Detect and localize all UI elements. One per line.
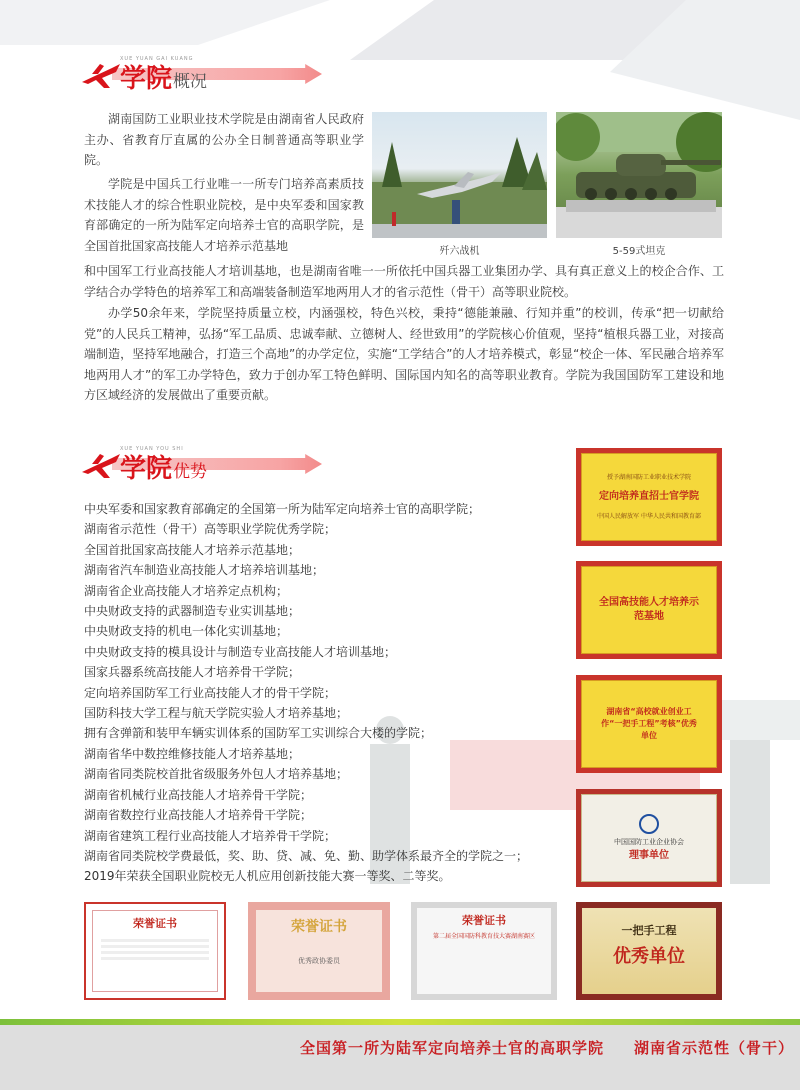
list-item: 中央财政支持的武器制造专业实训基地； <box>84 604 301 619</box>
award-certificate-3: 荣誉证书 第二届全国国防科教育技大赛湖南赛区 <box>411 902 557 1000</box>
advantages-list <box>84 499 544 887</box>
overview-title: 学院概况 <box>120 64 208 94</box>
list-item: 国家兵器系统高技能人才培养骨干学院； <box>84 665 301 680</box>
photo-caption-jet: 歼六战机 <box>439 246 480 257</box>
footer-bar <box>0 1025 800 1090</box>
header-pinyin: XUE YUAN GAI KUANG <box>120 56 194 62</box>
list-item: 拥有含弹箭和装甲车辆实训体系的国防军工实训综合大楼的学院； <box>84 726 433 741</box>
award-plaque-1: 授予湖南国防工业职业技术学院 定向培养直招士官学院 中国人民解放军 中华人民共和国教育部 <box>576 448 722 546</box>
fighter-jet-photo <box>372 112 547 238</box>
award-certificate-1: 荣誉证书 <box>84 902 226 1000</box>
list-item: 湖南省建筑工程行业高技能人才培养骨干学院； <box>84 828 337 843</box>
background-shard <box>0 0 330 45</box>
photo-caption-tank: 5-59式坦克 <box>612 246 666 257</box>
list-item: 全国首批国家高技能人才培养示范基地； <box>84 542 301 557</box>
footer-slogan <box>300 1037 794 1058</box>
list-item: 中央军委和国家教育部确定的全国第一所为陆军定向培养士官的高职学院； <box>84 502 481 516</box>
list-item: 2019年荣获全国职业院校无人机应用创新技能大赛一等奖、二等奖。 <box>84 869 451 884</box>
overview-paragraph-1: 湖南国防工业职业技术学院是由湖南省人民政府主办、省教育厅直属的公办全日制普通高等职业学院。 <box>84 112 364 167</box>
award-plaque-2: 全国高技能人才培养示范基地 <box>576 561 722 659</box>
list-item: 中央财政支持的机电一体化实训基地； <box>84 624 289 639</box>
list-item: 湖南省数控行业高技能人才培养骨干学院； <box>84 808 313 823</box>
list-item: 定向培养国防军工行业高技能人才的骨干学院； <box>84 685 337 700</box>
award-certificate-4: 一把手工程 优秀单位 <box>576 902 722 1000</box>
award-certificate-2: 荣誉证书 优秀政协委员 <box>248 902 390 1000</box>
association-emblem-icon <box>639 814 659 834</box>
list-item: 湖南省华中数控维修技能人才培养基地； <box>84 746 301 761</box>
award-plaque-3: 湖南省“高校就业创业工作“一把手工程”考核”优秀单位 <box>576 675 722 773</box>
list-item: 湖南省机械行业高技能人才培养骨干学院； <box>84 787 313 802</box>
footer-slogan-2: 湖南省示范性（骨干） <box>633 1039 794 1057</box>
fighter-jet-icon <box>82 60 120 90</box>
tank-photo <box>556 112 722 238</box>
award-plaque-4: 中国国防工业企业协会 理事单位 <box>576 789 722 887</box>
header-pinyin: XUE YUAN YOU SHI <box>120 446 184 452</box>
overview-section-header <box>82 56 252 100</box>
overview-paragraph-2: 学院是中国兵工行业唯一一所专门培养高素质技术技能人才的综合性职业院校，是中央军委和国家教育部确定的一所为陆军定向培养士官的高职学院，是全国首批国家高技能人才培养示范基地 <box>84 177 364 253</box>
list-item: 湖南省示范性（骨干）高等职业学院优秀学院； <box>84 522 337 537</box>
list-item: 湖南省企业高技能人才培养定点机构； <box>84 583 289 598</box>
list-item: 国防科技大学工程与航天学院实验人才培养基地； <box>84 706 349 721</box>
footer-slogan-1: 全国第一所为陆军定向培养士官的高职学院 <box>299 1039 604 1057</box>
overview-paragraph-4: 办学50余年来，学院坚持质量立校，内涵强校，特色兴校，秉持“德能兼融、行知并重”的校训，传承“把一切献给党”的人民兵工精神，弘扬“军工品质、忠诚奉献、立德树人、经世致用”的学院核心价值观，坚持“植根兵器工业，对接高端制造，坚持军地融合，打造三个高地”的办学定位，实施“工学结合”的人才培养模式，彰显“校企一体、军民融合培养军地两用人才”的军工办学特色，致力于创办军工特色鲜明、国际国内知名的高等职业教育。学院为我国国防军工建设和地方区域经济的发展做出了重要贡献。 <box>84 306 724 402</box>
advantages-title: 学院优势 <box>120 454 208 484</box>
list-item: 湖南省同类院校首批省级服务外包人才培养基地； <box>84 767 349 782</box>
list-item: 湖南省同类院校学费最低，奖、助、贷、减、免、勤、助学体系最齐全的学院之一； <box>84 848 529 863</box>
list-item: 中央财政支持的模具设计与制造专业高技能人才培训基地； <box>84 644 397 659</box>
advantages-section-header <box>82 446 252 490</box>
list-item: 湖南省汽车制造业高技能人才培养培训基地； <box>84 563 325 578</box>
fighter-jet-icon <box>82 450 120 480</box>
overview-paragraph-3: 和中国军工行业高技能人才培训基地，也是湖南省唯一一所依托中国兵器工业集团办学、具有真正意义上的校企合作、工学结合办学特色的培养军工和高端装备制造军地两用人才的省示范性（骨干）高等职业院校。 <box>84 264 724 299</box>
